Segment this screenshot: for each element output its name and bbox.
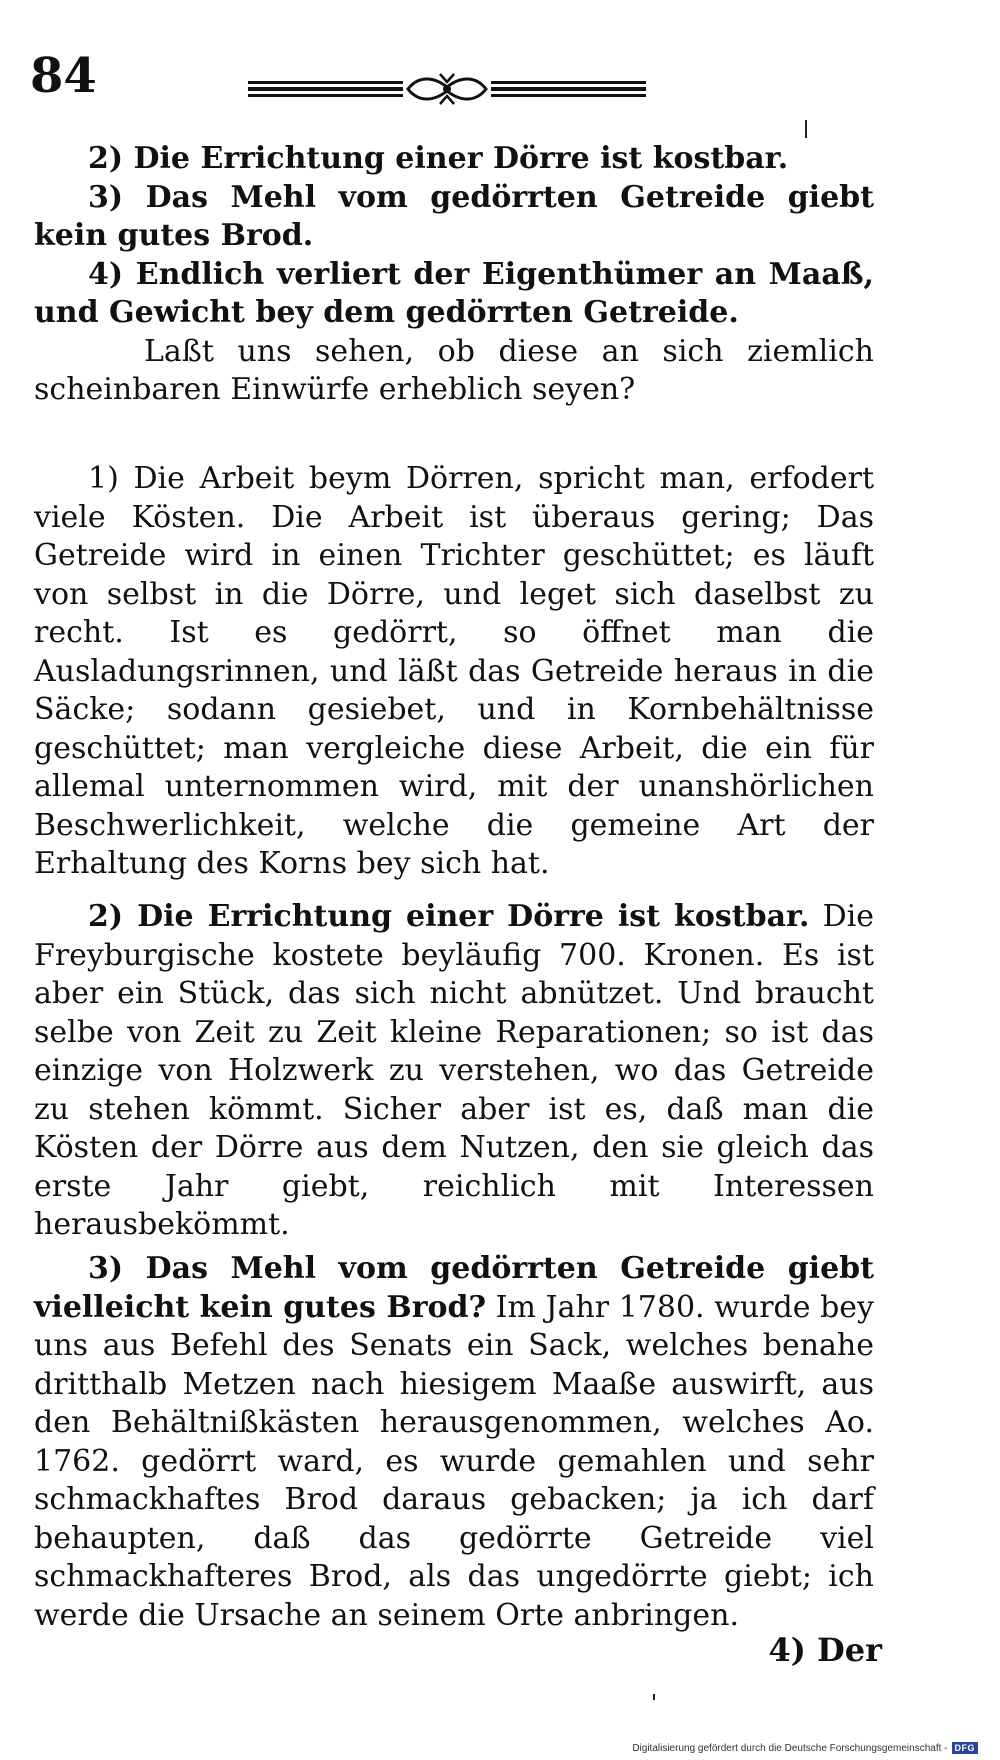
question-paragraph: Laßt uns sehen, ob diese an sich ziemlich scheinbaren Einwürfe erheblich seyen? (34, 333, 874, 407)
objection-4: 4) Endlich verliert der Eigenthümer an Maaß, und Gewicht bey dem gedörrten Getreide. (34, 256, 874, 330)
answer-2-body: Die Freyburgische kostete beyläufig 700. Kronen. Es ist aber ein Stück, das sich nicht abnützet. Und braucht selbe von Zeit zu Zeit kleine Reparationen; so ist das einzige von Holzwerk zu verstehen, wo das Getreide zu stehen kömmt. Sicher aber ist es, daß man die Kösten der Dörre aus dem Nutzen, den sie gleich das erste Jahr giebt, reichlich mit Interessen herausbekömmt. (34, 899, 874, 1242)
ink-speck (653, 1694, 655, 1700)
answer-1-paragraph (34, 460, 874, 884)
page-number: 84 (30, 48, 97, 104)
objection-3: 3) Das Mehl vom gedörrten Getreide giebt kein gutes Brod. (34, 179, 874, 253)
objections-block (34, 140, 874, 410)
digitization-footer (632, 1742, 978, 1754)
objection-2: 2) Die Errichtung einer Dörre ist kostbar. (88, 141, 789, 176)
answer-3-body: Im Jahr 1780. wurde bey uns aus Befehl des Senats ein Sack, welches benahe dritthalb Metzen nach hiesigem Maaße auswirft, aus den Behältnißkästen herausgenommen, welches Ao. 1762. gedörrt ward, es wurde gemahlen und sehr schmackhaftes Brod daraus gebacken; ja ich darf behaupten, daß das gedörrte Getreide viel schmackhafteres Brod, als das ungedörrte giebt; ich werde die Ursache an seinem Orte anbringen. (34, 1289, 874, 1633)
answer-1-body: 1) Die Arbeit beym Dörren, spricht man, erfodert viele Kösten. Die Arbeit ist überaus gering; Das Getreide wird in einen Trichter geschüttet; es läuft von selbst in die Dörre, und leget sich daselbst zu recht. Ist es gedörrt, so öffnet man die Ausladungsrinnen, und läßt das Getreide heraus in die Säcke; sodann gesiebet, und in Kornbehältnisse geschüttet; man vergleiche diese Arbeit, die ein für allemal unternommen wird, mit der unanshörlichen Beschwerlichkeit, welche die gemeine Art der Erhaltung des Korns bey sich hat. (34, 461, 874, 881)
answer-2-paragraph (34, 898, 874, 1245)
margin-mark (805, 120, 807, 138)
answer-3-paragraph (34, 1250, 874, 1635)
answer-3-lead: 3) Das Mehl vom gedörrten Getreide giebt vielleicht kein gutes Brod? (34, 1251, 874, 1325)
catchword: 4) Der (768, 1631, 882, 1669)
answer-2-lead: 2) Die Errichtung einer Dörre ist kostbar. (88, 899, 810, 934)
footer-credit: Digitalisierung gefördert durch die Deutsche Forschungsgemeinschaft - (632, 1742, 948, 1754)
dfg-logo: DFG (952, 1742, 979, 1754)
header-ornament-rule (248, 72, 646, 106)
